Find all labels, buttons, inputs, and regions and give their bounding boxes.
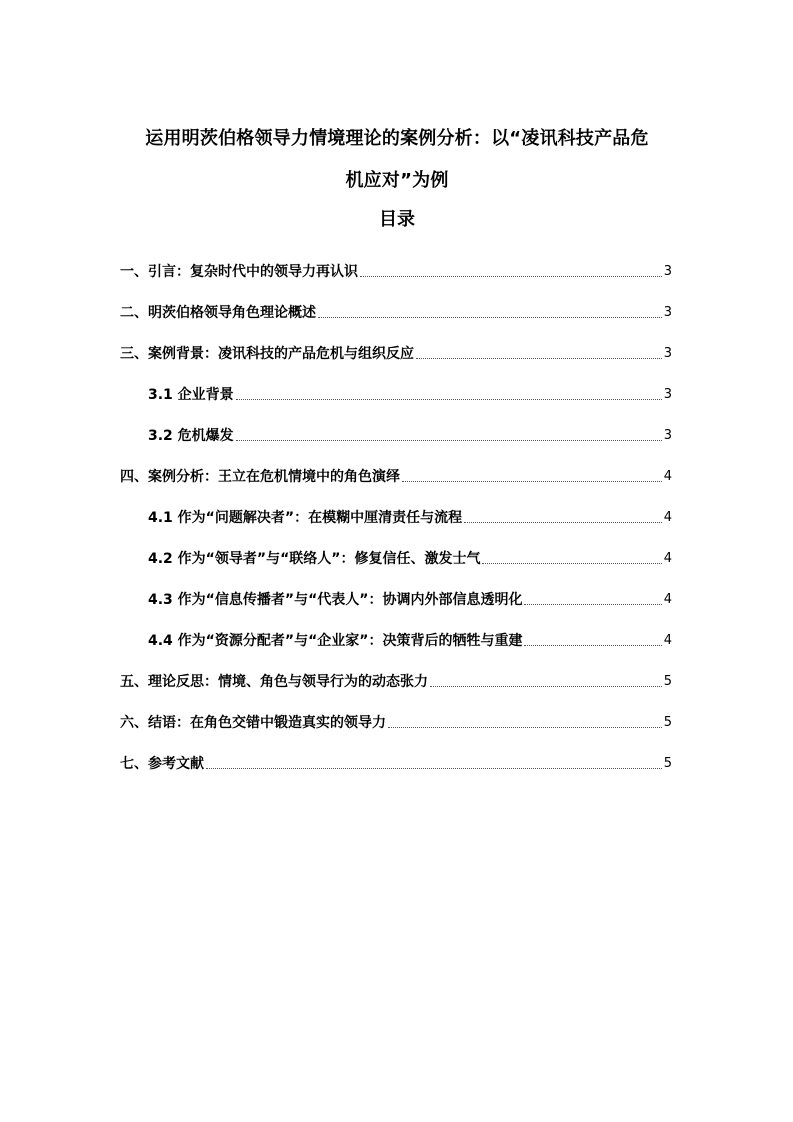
toc-entry[interactable] (120, 242, 672, 283)
toc-entry-page: 3 (663, 305, 672, 320)
toc-leader-dots (464, 521, 662, 523)
toc-entry-text: 七、参考文献 (120, 756, 204, 772)
toc-entry-text: 六、结语：在角色交错中锻造真实的领导力 (120, 715, 386, 731)
toc-entry-text: 4.3 作为“信息传播者”与“代表人”：协调内外部信息透明化 (148, 592, 523, 608)
toc-entry-text: 3.1 企业背景 (148, 387, 234, 403)
toc-entry[interactable] (120, 734, 672, 775)
toc-entry[interactable] (120, 324, 672, 365)
toc-entry-text: 五、理论反思：情境、角色与领导行为的动态张力 (120, 674, 428, 690)
toc-entry-page: 4 (663, 510, 672, 525)
toc-entry-text: 三、案例背景：凌讯科技的产品危机与组织反应 (120, 346, 414, 362)
toc-leader-dots (360, 275, 662, 277)
toc-heading: 目录 (379, 209, 415, 230)
toc-entry[interactable] (148, 365, 672, 406)
toc-entry-page: 5 (663, 756, 672, 771)
document-title-line-1: 运用明茨伯格领导力情境理论的案例分析：以“凌讯科技产品危 (145, 128, 649, 149)
toc-leader-dots (318, 316, 662, 318)
document-title-line-2: 机应对”为例 (345, 170, 449, 191)
toc-leader-dots (236, 439, 662, 441)
toc-leader-dots (416, 357, 662, 359)
toc-entry-page: 4 (663, 551, 672, 566)
toc-entry-page: 3 (663, 346, 672, 361)
toc-entry[interactable] (148, 529, 672, 570)
toc-leader-dots (524, 603, 661, 605)
toc-entry[interactable] (148, 406, 672, 447)
toc-leader-dots (402, 480, 662, 482)
toc-entry-text: 四、案例分析：王立在危机情境中的角色演绎 (120, 469, 400, 485)
toc-entry-text: 二、明茨伯格领导角色理论概述 (120, 305, 316, 321)
toc-entry-text: 4.4 作为“资源分配者”与“企业家”：决策背后的牺牲与重建 (148, 633, 523, 649)
toc-leader-dots (430, 685, 662, 687)
toc-entry[interactable] (120, 652, 672, 693)
toc-leader-dots (388, 726, 662, 728)
toc-entry-text: 一、引言：复杂时代中的领导力再认识 (120, 264, 358, 280)
toc-leader-dots (482, 562, 661, 564)
toc-entry[interactable] (148, 570, 672, 611)
toc-entry-page: 5 (663, 715, 672, 730)
toc-entry-page: 4 (663, 592, 672, 607)
toc-leader-dots (524, 644, 661, 646)
toc-entry[interactable] (148, 488, 672, 529)
toc-entry-page: 4 (663, 633, 672, 648)
toc-entry[interactable] (120, 283, 672, 324)
toc-entry-text: 4.2 作为“领导者”与“联络人”：修复信任、激发士气 (148, 551, 481, 567)
toc-entry[interactable] (120, 693, 672, 734)
toc-leader-dots (236, 398, 662, 400)
toc-entry-page: 3 (663, 264, 672, 279)
toc-leader-dots (206, 767, 662, 769)
toc-entry-text: 3.2 危机爆发 (148, 428, 234, 444)
toc-entry-page: 3 (663, 387, 672, 402)
toc-entry[interactable] (120, 447, 672, 488)
toc-entry-text: 4.1 作为“问题解决者”：在模糊中厘清责任与流程 (148, 510, 463, 526)
toc-entry-page: 5 (663, 674, 672, 689)
toc-entry-page: 3 (663, 428, 672, 443)
toc-entry[interactable] (148, 611, 672, 652)
toc-entry-page: 4 (663, 469, 672, 484)
